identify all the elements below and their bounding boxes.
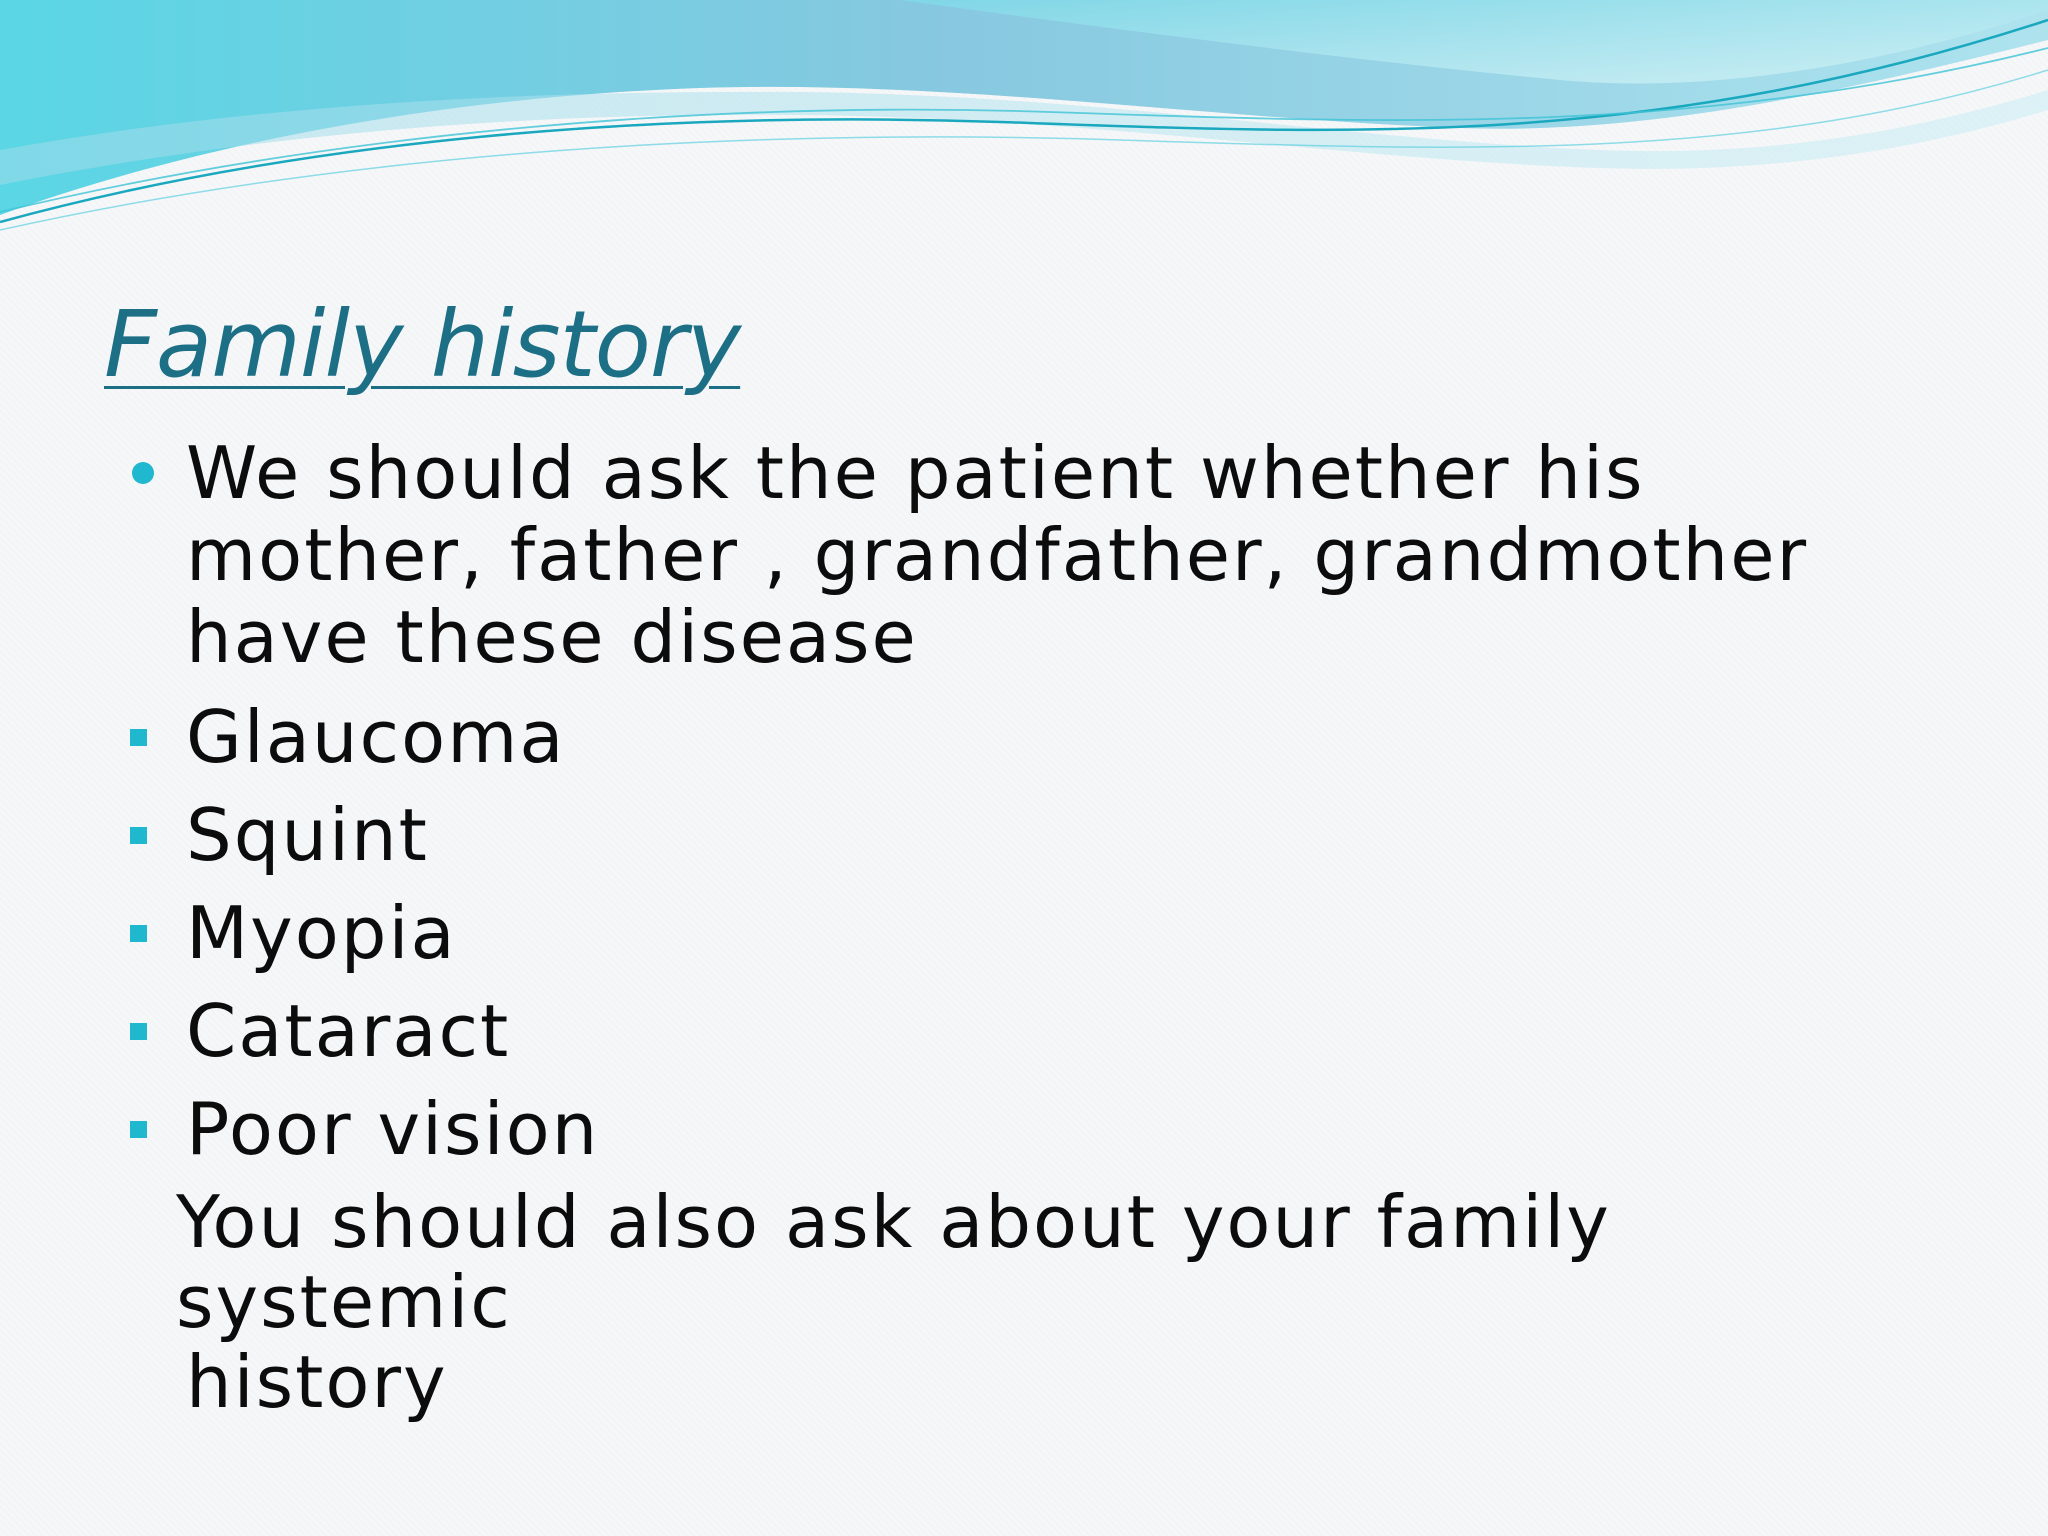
- closing-line-1: You should also ask about your family systemic: [176, 1180, 1611, 1344]
- page-title: Family history: [104, 291, 741, 398]
- list-item: [128, 786, 1948, 884]
- closing-paragraph: [128, 1182, 1948, 1422]
- intro-text: We should ask the patient whether his mother, father , grandfather, grandmother have these disease: [186, 431, 1809, 679]
- list-item: [128, 982, 1948, 1080]
- list-item: [128, 884, 1948, 982]
- closing-line-2: history: [186, 1340, 448, 1424]
- list-item: [128, 688, 1948, 786]
- square-bullet-icon: [130, 827, 147, 844]
- decorative-wave-header: [0, 0, 2048, 240]
- square-bullet-icon: [130, 1121, 147, 1138]
- square-bullet-icon: [130, 729, 147, 746]
- square-bullet-icon: [130, 1023, 147, 1040]
- list-item-label: Squint: [186, 793, 429, 877]
- list-item-label: Poor vision: [186, 1087, 600, 1171]
- slide-body: [128, 432, 1948, 1422]
- list-item-label: Cataract: [186, 989, 511, 1073]
- list-item-label: Myopia: [186, 891, 457, 975]
- list-item: [128, 1080, 1948, 1178]
- round-bullet-icon: [132, 462, 154, 484]
- square-bullet-icon: [130, 925, 147, 942]
- intro-bullet-item: [128, 432, 1948, 678]
- list-item-label: Glaucoma: [186, 695, 566, 779]
